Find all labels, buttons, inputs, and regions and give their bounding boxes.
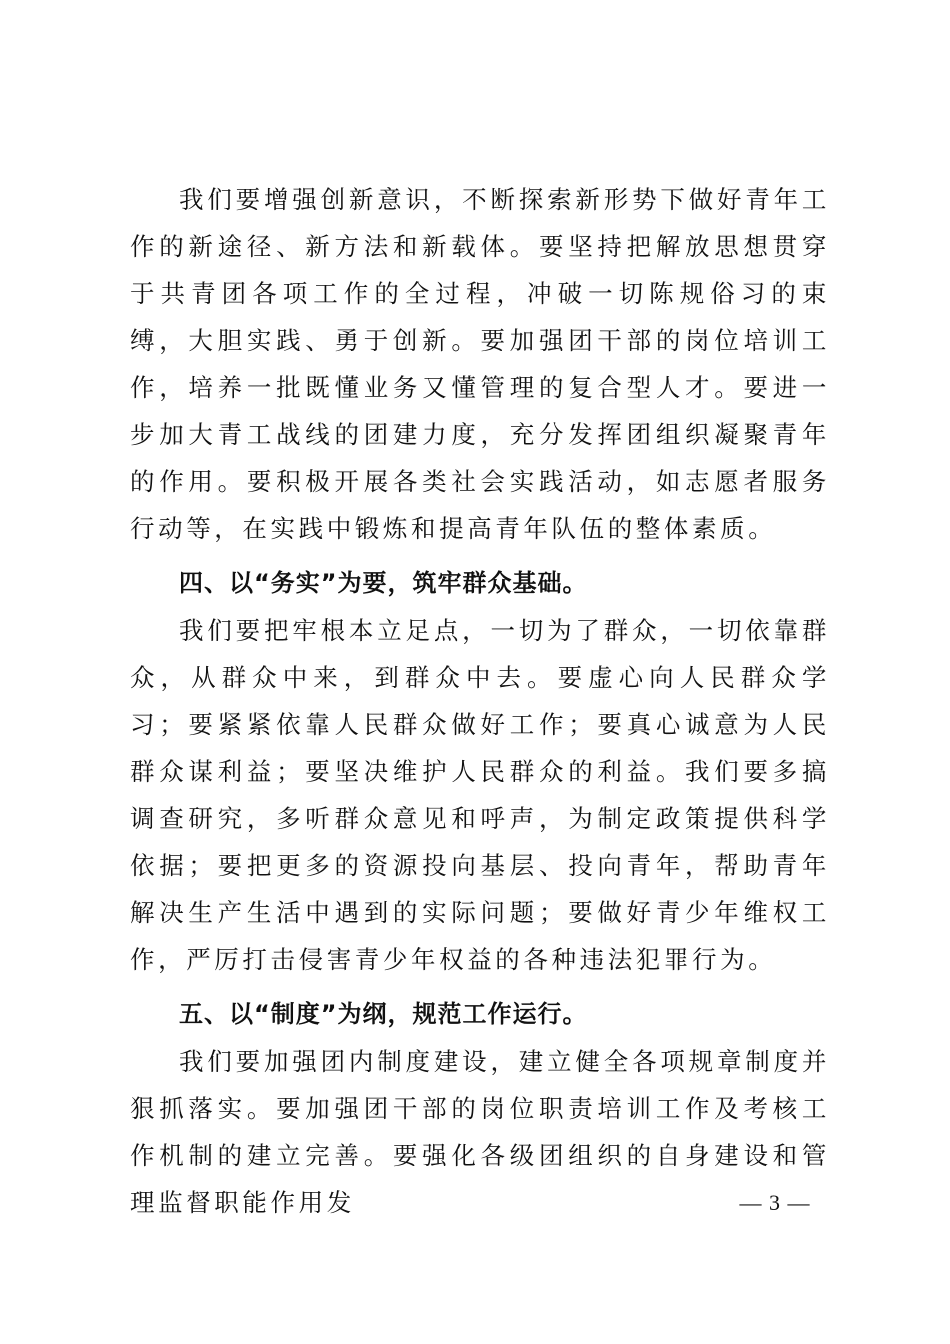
page-number: — 3 — <box>739 1190 811 1215</box>
paragraph-masses: 我们要把牢根本立足点，一切为了群众，一切依靠群众，从群众中来，到群众中去。要虚心向人民群众学习；要紧紧依靠人民群众做好工作；要真心诚意为人民群众谋利益；要坚决维护人民群众的利益。我们要多搞调查研究，多听群众意见和呼声，为制定政策提供科学依据；要把更多的资源投向基层、投向青年，帮助青年解决生产生活中遇到的实际问题；要做好青少年维权工作，严厉打击侵害青少年权益的各种违法犯罪行为。 <box>130 616 830 974</box>
paragraph-system: 我们要加强团内制度建设，建立健全各项规章制度并狠抓落实。要加强团干部的岗位职责培训工作及考核工作机制的建立完善。要强化各级团组织的自身建设和管理监督职能作用发 <box>130 1047 830 1217</box>
section-heading-four: 四、以“务实”为要，筑牢群众基础。 <box>179 569 588 597</box>
document-body <box>130 176 830 1226</box>
paragraph-innovation: 我们要增强创新意识，不断探索新形势下做好青年工作的新途径、新方法和新载体。要坚持把解放思想贯穿于共青团各项工作的全过程，冲破一切陈规俗习的束缚，大胆实践、勇于创新。要加强团干部的岗位培训工作，培养一批既懂业务又懂管理的复合型人才。要进一步加大青工战线的团建力度，充分发挥团组织凝聚青年的作用。要积极开展各类社会实践活动，如志愿者服务行动等，在实践中锻炼和提高青年队伍的整体素质。 <box>130 185 830 543</box>
section-heading-five: 五、以“制度”为纲，规范工作运行。 <box>179 1000 588 1028</box>
